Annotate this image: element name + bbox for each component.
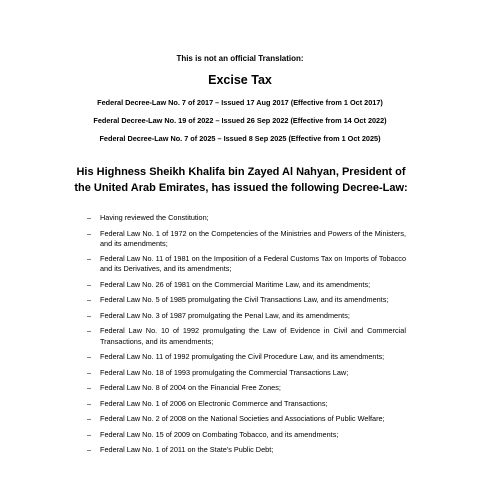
list-item — [87, 310, 406, 321]
dash-bullet: – — [87, 367, 92, 377]
list-item-text: Federal Law No. 5 of 1985 promulgating the Civil Transactions Law, and its amendments; — [100, 295, 389, 305]
list-item-text: Federal Law No. 11 of 1992 promulgating the Civil Procedure Law, and its amendments; — [100, 352, 385, 362]
dash-bullet: – — [87, 295, 92, 305]
dash-bullet: – — [87, 213, 92, 222]
list-item — [87, 352, 406, 362]
translation-disclaimer: This is not an official Translation: — [176, 54, 304, 63]
list-item — [87, 228, 406, 249]
dash-bullet: – — [87, 279, 92, 289]
decree-preamble: His Highness Sheikh Khalifa bin Zayed Al Nahyan, President of the United Arab Emirates, has issued the following Decree-Law: — [74, 166, 408, 194]
list-item-text: Federal Law No. 15 of 2009 on Combating Tobacco, and its amendments; — [100, 429, 339, 439]
decree-law-reference: Federal Decree-Law No. 19 of 2022 – Issued 26 Sep 2022 (Effective from 14 Oct 2022) — [93, 116, 387, 125]
dash-bullet: – — [87, 429, 92, 439]
list-item-text: Having reviewed the Constitution; — [100, 213, 209, 222]
list-item-text: Federal Law No. 26 of 1981 on the Commercial Maritime Law, and its amendments; — [100, 279, 371, 289]
dash-bullet: – — [87, 414, 92, 424]
list-item — [87, 414, 406, 424]
decree-law-reference: Federal Decree-Law No. 7 of 2025 – Issued 8 Sep 2025 (Effective from 1 Oct 2025) — [99, 134, 381, 143]
list-item — [87, 429, 406, 440]
list-item — [87, 367, 406, 378]
list-item-text: Federal Law No. 1 of 2006 on Electronic Commerce and Transactions; — [100, 398, 328, 408]
dash-bullet: – — [87, 445, 92, 455]
reviewed-laws-list — [0, 213, 480, 461]
list-item — [87, 445, 406, 455]
list-item-text: Federal Law No. 11 of 1981 on the Imposition of a Federal Customs Tax on Imports of Tobacco and its Derivatives, and its amendments; — [100, 254, 406, 274]
list-item-text: Federal Law No. 1 of 2011 on the State's Public Debt; — [100, 445, 274, 455]
list-item — [87, 213, 406, 223]
list-item-text: Federal Law No. 2 of 2008 on the National Societies and Associations of Public Welfare; — [100, 414, 385, 424]
dash-bullet: – — [87, 228, 92, 238]
list-item — [87, 254, 406, 274]
dash-bullet: – — [87, 310, 92, 320]
list-item — [87, 295, 406, 305]
list-item — [87, 326, 406, 346]
list-item-text: Federal Law No. 18 of 1993 promulgating the Commercial Transactions Law; — [100, 367, 349, 377]
dash-bullet: – — [87, 254, 92, 264]
list-item — [87, 398, 406, 409]
document-title: Excise Tax — [208, 73, 272, 87]
dash-bullet: – — [87, 398, 92, 408]
list-item-text: Federal Law No. 3 of 1987 promulgating the Penal Law, and its amendments; — [100, 310, 350, 320]
dash-bullet: – — [87, 352, 92, 362]
list-item-text: Federal Law No. 10 of 1992 promulgating the Law of Evidence in Civil and Commercial Transactions, and its amendments; — [100, 326, 406, 346]
list-item — [87, 383, 406, 393]
list-item-text: Federal Law No. 1 of 1972 on the Competencies of the Ministries and Powers of the Ministers, and its amendments; — [100, 228, 406, 248]
list-item-text: Federal Law No. 8 of 2004 on the Financial Free Zones; — [100, 383, 281, 393]
list-item — [87, 279, 406, 290]
decree-law-reference: Federal Decree-Law No. 7 of 2017 – Issued 17 Aug 2017 (Effective from 1 Oct 2017) — [97, 98, 383, 107]
dash-bullet: – — [87, 383, 92, 393]
dash-bullet: – — [87, 326, 92, 336]
